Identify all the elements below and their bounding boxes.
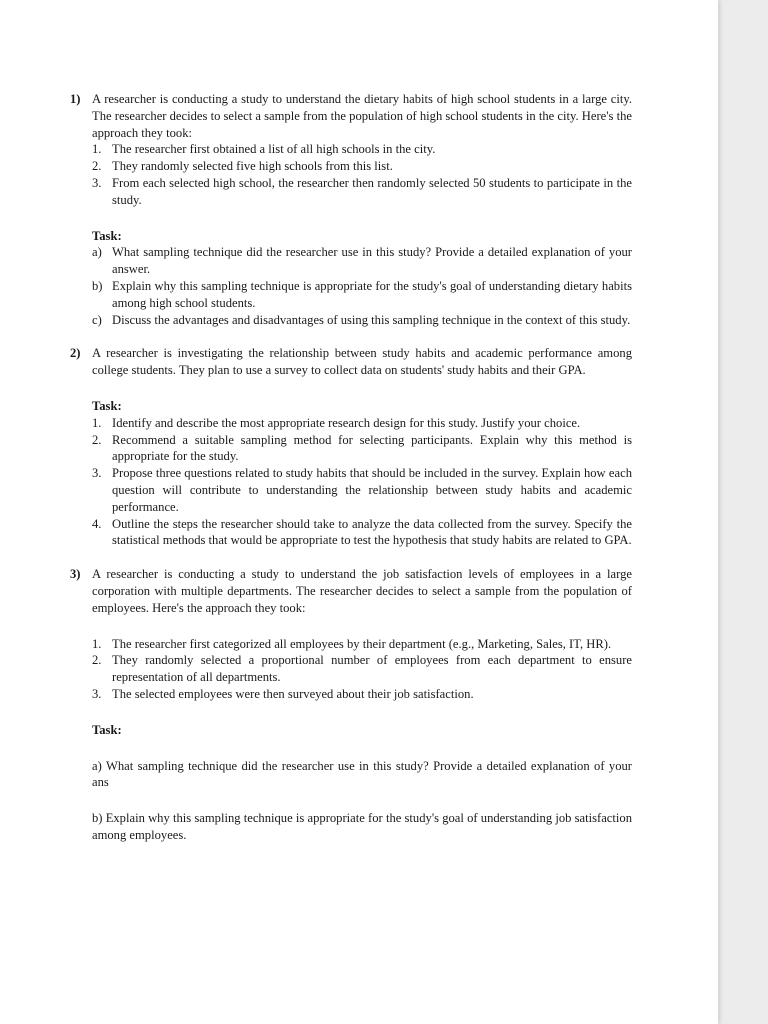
- item-text: Discuss the advantages and disadvantages of using this sampling technique in the context of this study.: [112, 312, 631, 327]
- item-text: The researcher first categorized all employees by their department (e.g., Marketing, Sales, IT, HR).: [112, 636, 612, 651]
- item-number: 3.: [92, 175, 102, 190]
- item-number: 1.: [92, 142, 102, 157]
- item-text: What sampling technique did the researcher use in this study? Provide a detailed explanation of your answer.: [112, 245, 632, 277]
- task-heading: Task:: [92, 398, 122, 413]
- question-2-tasks: [70, 415, 632, 549]
- question-number: 1): [70, 92, 81, 106]
- list-item: [70, 158, 632, 175]
- list-item: [70, 312, 632, 329]
- list-item: [70, 432, 632, 466]
- document-content: [70, 91, 632, 844]
- item-number: c): [92, 312, 102, 327]
- list-item: [70, 652, 632, 686]
- item-number: 3.: [92, 466, 102, 481]
- question-text: A researcher is conducting a study to understand the job satisfaction levels of employees in a large corporation with multiple departments. The researcher decides to select a sample from the population of employees. Here's the approach they took:: [92, 567, 632, 615]
- item-number: a): [92, 245, 102, 260]
- task-heading: Task:: [92, 722, 122, 737]
- item-text: They randomly selected five high schools from this list.: [112, 159, 393, 174]
- question-1: [70, 91, 632, 141]
- task-heading: Task:: [92, 228, 122, 243]
- question-number: 3): [70, 567, 81, 582]
- item-number: 2.: [92, 653, 102, 668]
- question-1-steps: [70, 141, 632, 208]
- item-number: b): [92, 278, 103, 293]
- item-text: The researcher first obtained a list of all high schools in the city.: [112, 142, 436, 157]
- item-number: 2.: [92, 432, 102, 447]
- list-item: [70, 141, 632, 158]
- item-text: Recommend a suitable sampling method for selecting participants. Explain why this method is appropriate for the study.: [112, 432, 632, 464]
- question-2: [70, 345, 632, 379]
- item-number: 3.: [92, 686, 102, 701]
- list-item: [70, 516, 632, 550]
- list-item: [70, 175, 632, 209]
- item-text: From each selected high school, the researcher then randomly selected 50 students to participate in the study.: [112, 175, 632, 207]
- list-item: [70, 278, 632, 312]
- question-3: [70, 566, 632, 616]
- item-number: 2.: [92, 159, 102, 174]
- item-text: Outline the steps the researcher should take to analyze the data collected from the survey. Specify the statistical methods that would be appropriate to test the hypothesis that study habits are related to GPA.: [112, 516, 632, 548]
- task-b-text: b) Explain why this sampling technique is appropriate for the study's goal of understanding job satisfaction among employees.: [92, 811, 632, 842]
- item-text: Propose three questions related to study habits that should be included in the survey. Explain how each question will contribute to understanding the relationship between study habits and academic performance.: [112, 466, 632, 514]
- list-item: [70, 636, 632, 653]
- item-number: 1.: [92, 636, 102, 651]
- question-number: 2): [70, 346, 81, 361]
- task-a-text: a) What sampling technique did the researcher use in this study? Provide a detailed explanation of your ans: [92, 758, 632, 790]
- item-text: The selected employees were then surveyed about their job satisfaction.: [112, 686, 474, 701]
- item-number: 1.: [92, 415, 102, 430]
- list-item: [70, 686, 632, 703]
- item-text: They randomly selected a proportional number of employees from each department to ensure representation of all departments.: [112, 653, 632, 685]
- question-text: A researcher is investigating the relationship between study habits and academic performance among college students. They plan to use a survey to collect data on students' study habits and their GPA.: [92, 346, 632, 378]
- item-text: Identify and describe the most appropriate research design for this study. Justify your choice.: [112, 415, 581, 430]
- item-number: 4.: [92, 516, 102, 531]
- item-text: Explain why this sampling technique is appropriate for the study's goal of understanding dietary habits among high school students.: [112, 278, 632, 310]
- list-item: [70, 415, 632, 432]
- list-item: [70, 465, 632, 515]
- list-item: [70, 244, 632, 278]
- question-1-tasks: [70, 244, 632, 328]
- question-text: A researcher is conducting a study to understand the dietary habits of high school students in a large city. The researcher decides to select a sample from the population of high school students in the city. Here's the approach they took:: [92, 92, 632, 140]
- question-3-steps: [70, 636, 632, 703]
